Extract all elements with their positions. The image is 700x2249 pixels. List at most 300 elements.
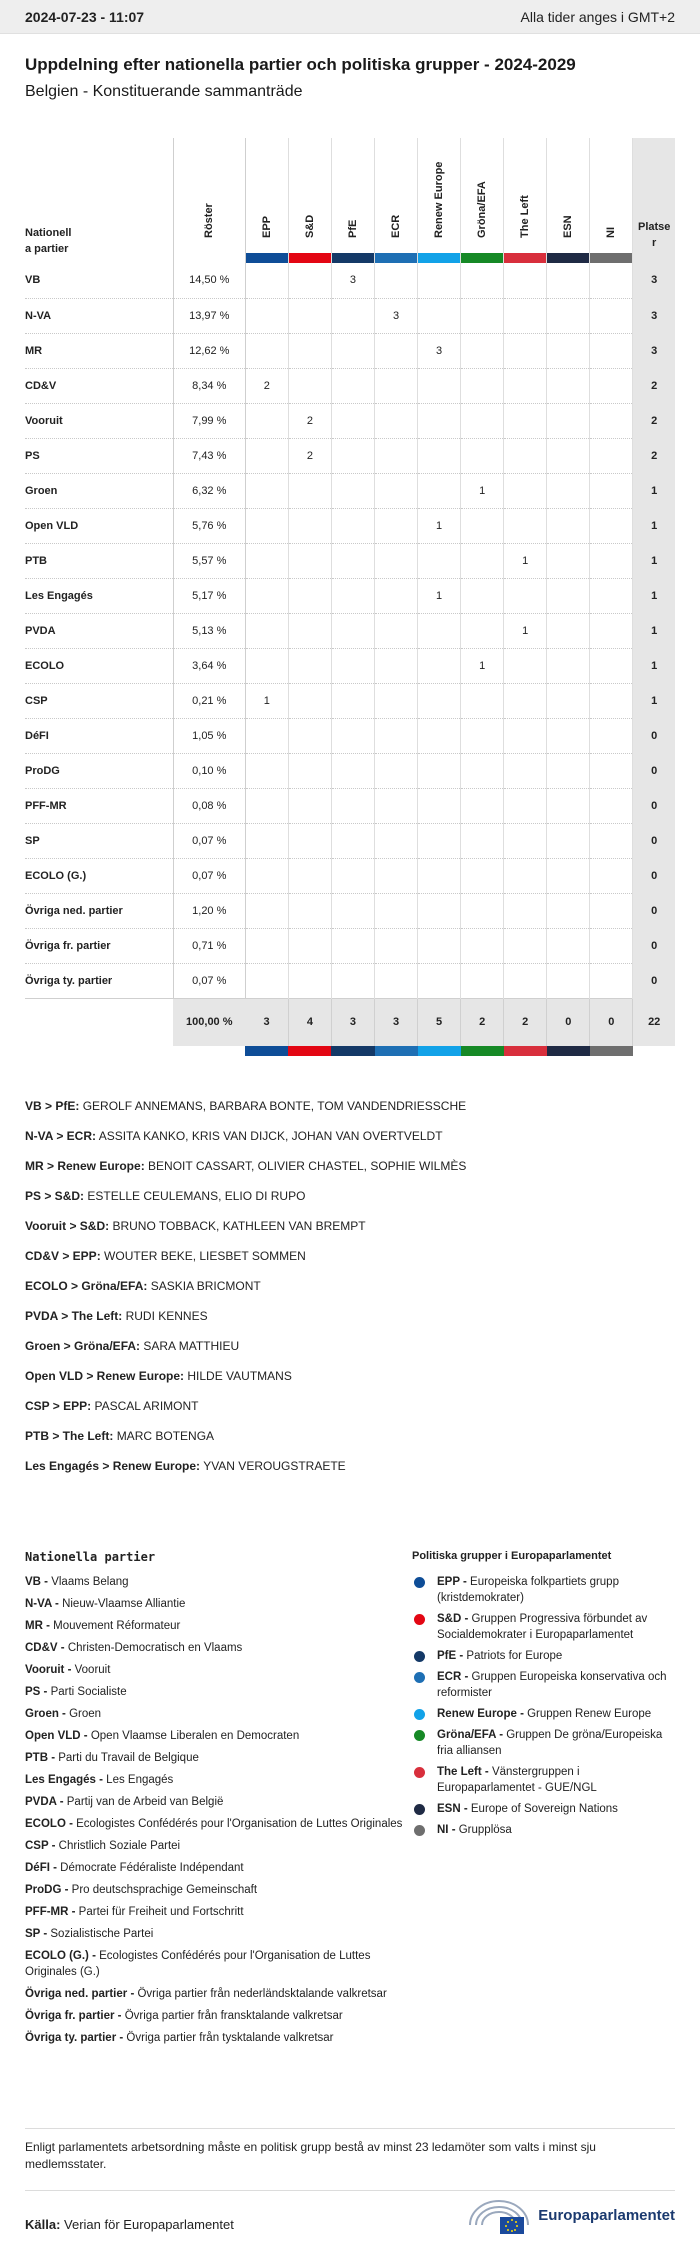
group-seat-cell: [547, 963, 590, 998]
party-seats: 1: [633, 648, 675, 683]
results-table-wrap: [25, 138, 675, 1056]
group-seat-cell: [504, 963, 547, 998]
group-seat-cell: [461, 368, 504, 403]
group-seat-cell: [418, 473, 461, 508]
group-seat-cell: [245, 788, 288, 823]
group-seat-cell: [245, 823, 288, 858]
member-entry: [25, 1248, 675, 1278]
vote-share: 5,13 %: [173, 613, 245, 648]
group-seat-cell: [590, 403, 633, 438]
group-seat-cell: 1: [504, 613, 547, 648]
total-group-seats: 2: [461, 998, 504, 1046]
legend-name: Open Vlaamse Liberalen en Democraten: [90, 1730, 300, 1742]
legend-abbr: SP -: [25, 1928, 48, 1940]
member-names: YVAN VEROUGSTRAETE: [203, 1459, 346, 1473]
member-entry: [25, 1128, 675, 1158]
source: [25, 2217, 234, 2232]
group-seat-cell: [590, 333, 633, 368]
legend-abbr: The Left -: [437, 1766, 489, 1778]
vote-share: 0,10 %: [173, 753, 245, 788]
member-party-group: PS > S&D:: [25, 1189, 85, 1203]
member-names: GEROLF ANNEMANS, BARBARA BONTE, TOM VANDENDRIESSCHE: [82, 1099, 467, 1113]
national-legend-item: [25, 1662, 412, 1678]
group-seat-cell: [504, 473, 547, 508]
group-seat-cell: [461, 298, 504, 333]
party-seats: 2: [633, 438, 675, 473]
party-seats: 1: [633, 613, 675, 648]
party-seats: 1: [633, 543, 675, 578]
member-names: BENOIT CASSART, OLIVIER CHASTEL, SOPHIE WILMÈS: [148, 1159, 467, 1173]
group-legend-item: [412, 1669, 675, 1701]
legend-name: Gruppen De gröna/Europeiska fria alliansen: [437, 1729, 663, 1757]
group-seat-cell: [375, 438, 418, 473]
group-color-bar: [547, 253, 589, 263]
party-seats: 0: [633, 788, 675, 823]
group-seat-cell: [331, 683, 374, 718]
group-color-dot-icon: [414, 1825, 425, 1836]
legend-name: Partij van de Arbeid van België: [66, 1796, 224, 1808]
vote-share: 1,20 %: [173, 893, 245, 928]
vote-share: 12,62 %: [173, 333, 245, 368]
group-seat-cell: [288, 858, 331, 893]
group-legend-item: [412, 1822, 675, 1838]
member-list: [25, 1098, 675, 1488]
member-names: ESTELLE CEULEMANS, ELIO DI RUPO: [87, 1189, 306, 1203]
legend-name: Ecologistes Confédérés pour l'Organisation de Luttes Originales: [76, 1818, 403, 1830]
legend-abbr: DéFI -: [25, 1862, 57, 1874]
party-name: VB: [25, 263, 173, 298]
party-name: ProDG: [25, 753, 173, 788]
group-seat-cell: [461, 683, 504, 718]
vote-share: 0,08 %: [173, 788, 245, 823]
group-color-dot-icon: [414, 1614, 425, 1625]
totals-color-bars: [25, 1046, 675, 1056]
party-seats: 0: [633, 963, 675, 998]
legend-name: Vlaams Belang: [51, 1576, 129, 1588]
group-seat-cell: [418, 648, 461, 683]
member-party-group: PVDA > The Left:: [25, 1309, 123, 1323]
national-legend-item: [25, 1882, 412, 1898]
group-color-bar: [418, 1046, 461, 1056]
group-seat-cell: [331, 368, 374, 403]
legend-abbr: PTB -: [25, 1752, 56, 1764]
group-seat-cell: [288, 788, 331, 823]
legend-abbr: ProDG -: [25, 1884, 69, 1896]
vote-share: 0,21 %: [173, 683, 245, 718]
party-name: Övriga ned. partier: [25, 893, 173, 928]
header-group-label: NI: [605, 227, 618, 238]
group-seat-cell: [590, 508, 633, 543]
group-seat-cell: [331, 963, 374, 998]
legend-name: Europe of Sovereign Nations: [470, 1803, 618, 1815]
heading: [0, 34, 700, 102]
member-names: WOUTER BEKE, LIESBET SOMMEN: [104, 1249, 306, 1263]
party-name: N-VA: [25, 298, 173, 333]
table-row: [25, 893, 675, 928]
group-seat-cell: [418, 963, 461, 998]
group-seat-cell: [418, 298, 461, 333]
legend-abbr: Övriga fr. partier -: [25, 2010, 122, 2022]
group-seat-cell: [418, 543, 461, 578]
group-seat-cell: [288, 683, 331, 718]
group-seat-cell: [461, 788, 504, 823]
group-seat-cell: [418, 788, 461, 823]
national-legend-item: [25, 1728, 412, 1744]
group-seat-cell: [590, 578, 633, 613]
group-seat-cell: [504, 508, 547, 543]
totals-blank: [25, 998, 173, 1046]
group-seat-cell: [547, 788, 590, 823]
group-seat-cell: [547, 648, 590, 683]
legend-name: Christlich Soziale Partei: [58, 1840, 181, 1852]
national-legend-item: [25, 1640, 412, 1656]
header-national-parties: Nationell a partier: [25, 138, 173, 263]
group-seat-cell: [590, 613, 633, 648]
header-group-6: [504, 138, 547, 263]
party-name: Open VLD: [25, 508, 173, 543]
group-seat-cell: [288, 543, 331, 578]
table-row: [25, 298, 675, 333]
group-seat-cell: [288, 823, 331, 858]
legend-name: Övriga partier från tysktalande valkretsar: [126, 2032, 334, 2044]
group-seat-cell: 1: [418, 578, 461, 613]
group-seat-cell: [504, 578, 547, 613]
group-seat-cell: [375, 368, 418, 403]
group-seat-cell: [331, 823, 374, 858]
group-seat-cell: [504, 263, 547, 298]
total-votes: 100,00 %: [173, 998, 245, 1046]
group-legend-item: [412, 1764, 675, 1796]
legend-abbr: Groen -: [25, 1708, 66, 1720]
group-seat-cell: [245, 473, 288, 508]
legend-name: Vooruit: [74, 1664, 111, 1676]
footer: [25, 2190, 675, 2249]
total-group-seats: 3: [331, 998, 374, 1046]
member-entry: [25, 1428, 675, 1458]
group-seat-cell: 1: [504, 543, 547, 578]
group-seat-cell: [245, 718, 288, 753]
total-seats: 22: [633, 998, 675, 1046]
national-legend-item: [25, 2008, 412, 2024]
vote-share: 13,97 %: [173, 298, 245, 333]
group-color-bar: [504, 1046, 547, 1056]
timestamp: 2024-07-23 - 11:07: [25, 8, 145, 25]
total-group-seats: 0: [547, 998, 590, 1046]
group-seat-cell: [590, 368, 633, 403]
group-seat-cell: [418, 438, 461, 473]
party-seats: 3: [633, 263, 675, 298]
party-seats: 1: [633, 578, 675, 613]
results-table: [25, 138, 675, 1056]
header-group-label: S&D: [303, 214, 316, 238]
group-seat-cell: [418, 893, 461, 928]
party-name: PS: [25, 438, 173, 473]
national-legend-item: [25, 2030, 412, 2046]
group-seat-cell: [418, 753, 461, 788]
group-seat-cell: [504, 753, 547, 788]
national-legend-item: [25, 1772, 412, 1788]
group-seat-cell: [331, 893, 374, 928]
group-seat-cell: [375, 858, 418, 893]
national-legend-item: [25, 1838, 412, 1854]
vote-share: 8,34 %: [173, 368, 245, 403]
group-seat-cell: [331, 648, 374, 683]
group-seat-cell: [418, 403, 461, 438]
group-seat-cell: [375, 473, 418, 508]
header-votes-label: Röster: [203, 203, 216, 238]
group-seat-cell: [547, 473, 590, 508]
party-seats: 3: [633, 298, 675, 333]
group-seat-cell: [461, 613, 504, 648]
group-seat-cell: [547, 298, 590, 333]
legend-name: Patriots for Europe: [466, 1650, 563, 1662]
group-seat-cell: [418, 823, 461, 858]
group-seat-cell: [547, 508, 590, 543]
member-party-group: Vooruit > S&D:: [25, 1219, 110, 1233]
total-group-seats: 4: [288, 998, 331, 1046]
legends: [25, 1550, 675, 2052]
legend-name: Gruppen Europeiska konservativa och reformister: [437, 1671, 667, 1699]
group-seat-cell: [590, 928, 633, 963]
member-names: SARA MATTHIEU: [143, 1339, 240, 1353]
legend-abbr: ESN -: [437, 1803, 468, 1815]
header-group-8: [590, 138, 633, 263]
table-row: [25, 333, 675, 368]
group-seat-cell: [590, 298, 633, 333]
group-color-bar: [375, 253, 417, 263]
table-row: [25, 263, 675, 298]
group-seat-cell: [418, 263, 461, 298]
group-seat-cell: [547, 333, 590, 368]
party-name: Övriga fr. partier: [25, 928, 173, 963]
group-seat-cell: [504, 893, 547, 928]
group-color-bar: [590, 253, 632, 263]
header-group-5: [461, 138, 504, 263]
group-legend-item: [412, 1611, 675, 1643]
member-names: MARC BOTENGA: [116, 1429, 215, 1443]
member-names: ASSITA KANKO, KRIS VAN DIJCK, JOHAN VAN OVERTVELDT: [98, 1129, 443, 1143]
table-row: [25, 543, 675, 578]
group-seat-cell: [547, 753, 590, 788]
group-seat-cell: [375, 578, 418, 613]
group-seat-cell: [418, 368, 461, 403]
group-seat-cell: 3: [375, 298, 418, 333]
group-seat-cell: [288, 648, 331, 683]
source-label: Källa:: [25, 2217, 61, 2232]
group-seat-cell: 2: [288, 438, 331, 473]
legend-abbr: Övriga ned. partier -: [25, 1988, 135, 2000]
group-seat-cell: [461, 578, 504, 613]
group-color-bar: [288, 1046, 331, 1056]
header-group-label: The Left: [519, 195, 532, 238]
group-seat-cell: [245, 508, 288, 543]
party-seats: 3: [633, 333, 675, 368]
group-seat-cell: [245, 543, 288, 578]
parliament-hemicycle-icon: [466, 2195, 532, 2235]
group-seat-cell: [331, 438, 374, 473]
national-party-legend: [25, 1550, 412, 2052]
national-legend-item: [25, 1816, 412, 1832]
member-entry: [25, 1158, 675, 1188]
party-name: PTB: [25, 543, 173, 578]
group-seat-cell: [245, 578, 288, 613]
group-seat-cell: [245, 613, 288, 648]
group-seat-cell: 3: [418, 333, 461, 368]
party-seats: 1: [633, 508, 675, 543]
group-color-bar: [375, 1046, 418, 1056]
group-seat-cell: [331, 788, 374, 823]
header-group-1: [288, 138, 331, 263]
member-party-group: MR > Renew Europe:: [25, 1159, 145, 1173]
group-seat-cell: 1: [245, 683, 288, 718]
national-legend-title: Nationella partier: [25, 1550, 156, 1564]
table-row: [25, 508, 675, 543]
legend-name: Pro deutschsprachige Gemeinschaft: [71, 1884, 258, 1896]
group-seat-cell: [288, 333, 331, 368]
member-names: BRUNO TOBBACK, KATHLEEN VAN BREMPT: [112, 1219, 366, 1233]
group-color-dot-icon: [414, 1651, 425, 1662]
group-seat-cell: [288, 893, 331, 928]
group-seat-cell: [331, 718, 374, 753]
vote-share: 14,50 %: [173, 263, 245, 298]
group-seat-cell: [375, 543, 418, 578]
member-party-group: Groen > Gröna/EFA:: [25, 1339, 141, 1353]
group-seat-cell: [375, 333, 418, 368]
vote-share: 7,43 %: [173, 438, 245, 473]
national-legend-item: [25, 1750, 412, 1766]
legend-name: Övriga partier från nederländsktalande valkretsar: [137, 1988, 387, 2000]
group-seat-cell: [461, 438, 504, 473]
header-group-label: ECR: [390, 214, 403, 238]
member-names: RUDI KENNES: [125, 1309, 208, 1323]
source-value: Verian för Europaparlamentet: [64, 2217, 234, 2232]
group-seat-cell: [331, 753, 374, 788]
group-seat-cell: [375, 963, 418, 998]
vote-share: 5,76 %: [173, 508, 245, 543]
group-seat-cell: [288, 298, 331, 333]
group-color-bar: [590, 1046, 633, 1056]
group-color-bar: [418, 253, 460, 263]
group-seat-cell: [461, 718, 504, 753]
legend-abbr: MR -: [25, 1620, 50, 1632]
vote-share: 0,07 %: [173, 823, 245, 858]
group-seat-cell: [461, 858, 504, 893]
table-row: [25, 788, 675, 823]
group-color-dot-icon: [414, 1767, 425, 1778]
member-names: PASCAL ARIMONT: [94, 1399, 199, 1413]
table-row: [25, 473, 675, 508]
total-group-seats: 3: [375, 998, 418, 1046]
group-seat-cell: [504, 648, 547, 683]
header-group-label: EPP: [260, 215, 273, 238]
group-seat-cell: [245, 648, 288, 683]
group-seat-cell: [590, 718, 633, 753]
table-row: [25, 578, 675, 613]
party-name: ECOLO (G.): [25, 858, 173, 893]
timezone-note: Alla tider anges i GMT+2: [520, 8, 675, 25]
party-seats: 0: [633, 858, 675, 893]
party-seats: 2: [633, 368, 675, 403]
group-seat-cell: [418, 858, 461, 893]
group-color-bar: [246, 253, 288, 263]
group-seat-cell: [461, 333, 504, 368]
group-seat-cell: [245, 963, 288, 998]
group-color-bar: [332, 253, 374, 263]
group-color-dot-icon: [414, 1672, 425, 1683]
group-seat-cell: [245, 263, 288, 298]
legend-name: Grupplösa: [458, 1824, 512, 1836]
party-name: PVDA: [25, 613, 173, 648]
member-party-group: PTB > The Left:: [25, 1429, 114, 1443]
group-seat-cell: [245, 893, 288, 928]
table-row: [25, 858, 675, 893]
group-color-dot-icon: [414, 1804, 425, 1815]
group-seat-cell: [245, 928, 288, 963]
group-seat-cell: [461, 928, 504, 963]
legend-name: Gruppen Renew Europe: [527, 1708, 652, 1720]
member-entry: [25, 1308, 675, 1338]
page-subtitle: Belgien - Konstituerande sammanträde: [25, 83, 303, 100]
total-group-seats: 2: [504, 998, 547, 1046]
group-seat-cell: [590, 473, 633, 508]
ep-logo: [466, 2195, 675, 2235]
group-seat-cell: [590, 753, 633, 788]
group-color-bar: [331, 1046, 374, 1056]
header-votes: [173, 138, 245, 263]
table-row: [25, 648, 675, 683]
legend-name: Gruppen Progressiva förbundet av Socialdemokrater i Europaparlamentet: [437, 1613, 648, 1641]
group-seat-cell: [590, 683, 633, 718]
group-seat-cell: [590, 648, 633, 683]
group-color-bar: [245, 1046, 288, 1056]
group-seat-cell: [288, 368, 331, 403]
group-seat-cell: [375, 263, 418, 298]
table-row: [25, 963, 675, 998]
legend-abbr: ECOLO -: [25, 1818, 73, 1830]
group-seat-cell: [504, 823, 547, 858]
member-entry: [25, 1398, 675, 1428]
party-name: Groen: [25, 473, 173, 508]
group-seat-cell: [504, 438, 547, 473]
header-seats: Platse r: [633, 138, 675, 263]
legend-abbr: ECOLO (G.) -: [25, 1950, 96, 1962]
group-seat-cell: 1: [461, 473, 504, 508]
group-seat-cell: [461, 753, 504, 788]
legend-abbr: Renew Europe -: [437, 1708, 524, 1720]
legend-name: Vänstergruppen i Europaparlamentet - GUE/NGL: [437, 1766, 597, 1794]
legend-abbr: Övriga ty. partier -: [25, 2032, 124, 2044]
table-row: [25, 368, 675, 403]
group-seat-cell: [547, 893, 590, 928]
group-seat-cell: [547, 718, 590, 753]
national-legend-item: [25, 1794, 412, 1810]
group-seat-cell: [461, 263, 504, 298]
table-row: [25, 683, 675, 718]
group-seat-cell: [504, 298, 547, 333]
group-seat-cell: [547, 613, 590, 648]
group-seat-cell: [418, 928, 461, 963]
group-seat-cell: [547, 403, 590, 438]
member-party-group: N-VA > ECR:: [25, 1129, 97, 1143]
national-legend-item: [25, 1904, 412, 1920]
national-legend-item: [25, 1948, 412, 1980]
group-seat-cell: [375, 508, 418, 543]
vote-share: 5,17 %: [173, 578, 245, 613]
member-party-group: Les Engagés > Renew Europe:: [25, 1459, 201, 1473]
member-party-group: Open VLD > Renew Europe:: [25, 1369, 185, 1383]
group-seat-cell: [547, 263, 590, 298]
group-seat-cell: [504, 333, 547, 368]
